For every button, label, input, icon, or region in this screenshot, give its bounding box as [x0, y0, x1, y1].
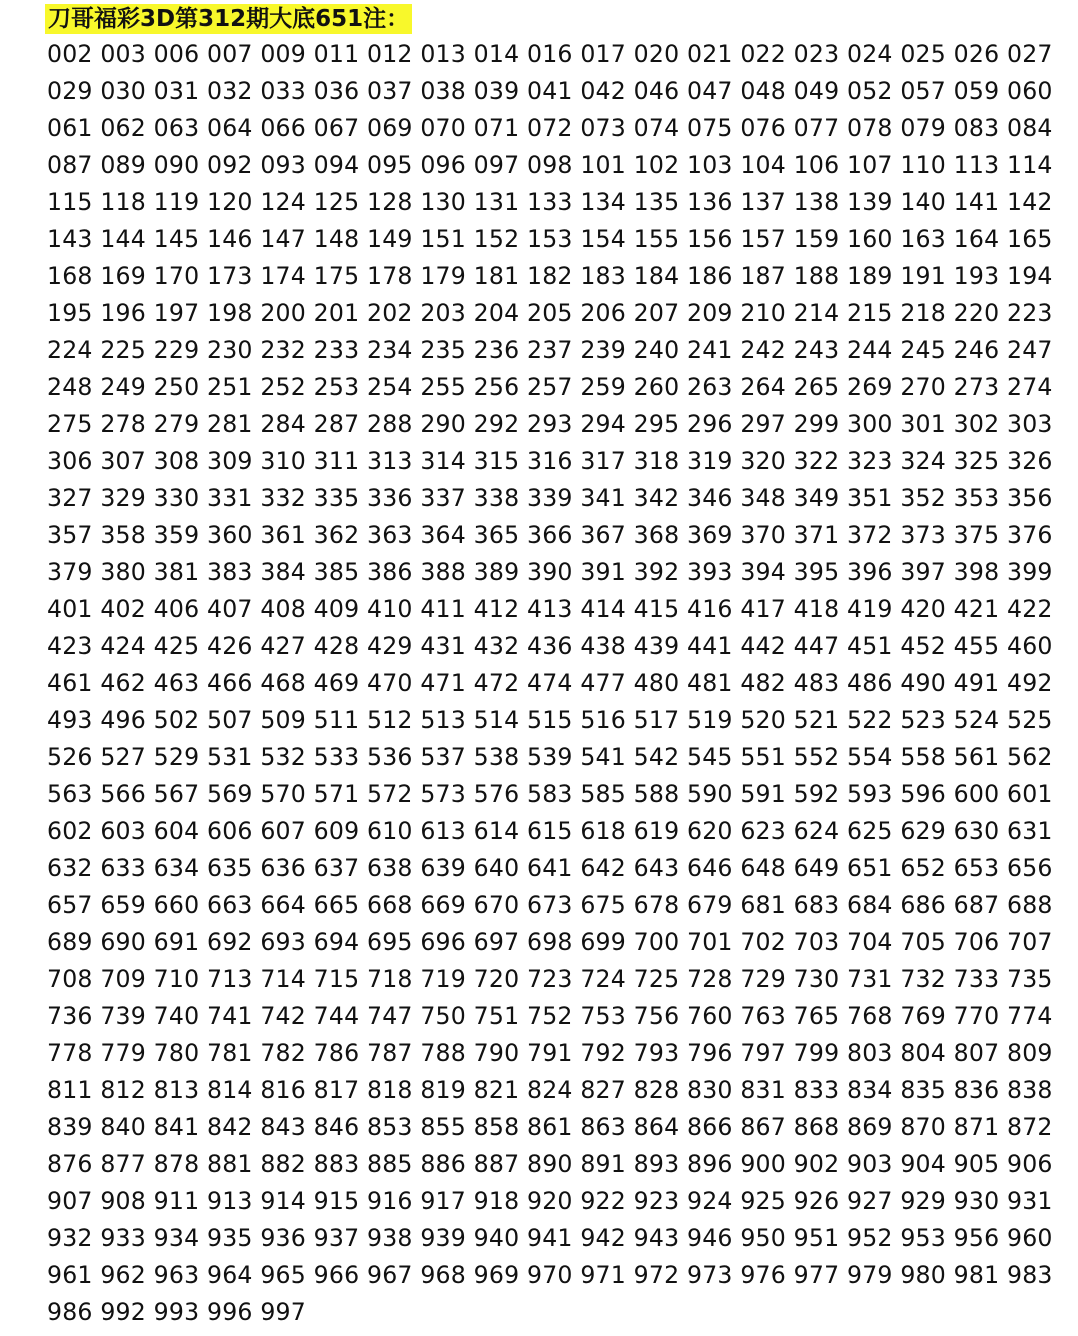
number-row: 461 462 463 466 468 469 470 471 472 474 477 480 481 482 483 486 490 491 492 — [47, 669, 1053, 697]
number-row: 493 496 502 507 509 511 512 513 514 515 516 517 519 520 521 522 523 524 525 — [47, 706, 1053, 734]
number-row: 002 003 006 007 009 011 012 013 014 016 017 020 021 022 023 024 025 026 027 — [47, 40, 1053, 68]
document-title: 刀哥福彩3D第312期大底651注： — [45, 4, 412, 34]
number-row: 224 225 229 230 232 233 234 235 236 237 239 240 241 242 243 244 245 246 247 — [47, 336, 1053, 364]
number-row: 736 739 740 741 742 744 747 750 751 752 753 756 760 763 765 768 769 770 774 — [47, 1002, 1053, 1030]
number-row: 657 659 660 663 664 665 668 669 670 673 675 678 679 681 683 684 686 687 688 — [47, 891, 1053, 919]
number-row: 115 118 119 120 124 125 128 130 131 133 134 135 136 137 138 139 140 141 142 — [47, 188, 1053, 216]
number-row: 327 329 330 331 332 335 336 337 338 339 341 342 346 348 349 351 352 353 356 — [47, 484, 1053, 512]
number-row: 401 402 406 407 408 409 410 411 412 413 414 415 416 417 418 419 420 421 422 — [47, 595, 1053, 623]
number-row: 143 144 145 146 147 148 149 151 152 153 154 155 156 157 159 160 163 164 165 — [47, 225, 1053, 253]
number-row: 248 249 250 251 252 253 254 255 256 257 259 260 263 264 265 269 270 273 274 — [47, 373, 1053, 401]
number-list — [47, 36, 1053, 1331]
number-row: 986 992 993 996 997 — [47, 1298, 306, 1326]
number-row: 423 424 425 426 427 428 429 431 432 436 438 439 441 442 447 451 452 455 460 — [47, 632, 1053, 660]
number-row: 379 380 381 383 384 385 386 388 389 390 391 392 393 394 395 396 397 398 399 — [47, 558, 1053, 586]
number-row: 708 709 710 713 714 715 718 719 720 723 724 725 728 729 730 731 732 733 735 — [47, 965, 1053, 993]
number-row: 563 566 567 569 570 571 572 573 576 583 585 588 590 591 592 593 596 600 601 — [47, 780, 1053, 808]
number-row: 632 633 634 635 636 637 638 639 640 641 642 643 646 648 649 651 652 653 656 — [47, 854, 1053, 882]
number-row: 306 307 308 309 310 311 313 314 315 316 317 318 319 320 322 323 324 325 326 — [47, 447, 1053, 475]
number-row: 811 812 813 814 816 817 818 819 821 824 827 828 830 831 833 834 835 836 838 — [47, 1076, 1053, 1104]
number-row: 602 603 604 606 607 609 610 613 614 615 618 619 620 623 624 625 629 630 631 — [47, 817, 1053, 845]
number-row: 087 089 090 092 093 094 095 096 097 098 101 102 103 104 106 107 110 113 114 — [47, 151, 1053, 179]
number-row: 839 840 841 842 843 846 853 855 858 861 863 864 866 867 868 869 870 871 872 — [47, 1113, 1053, 1141]
number-row: 168 169 170 173 174 175 178 179 181 182 183 184 186 187 188 189 191 193 194 — [47, 262, 1053, 290]
number-row: 061 062 063 064 066 067 069 070 071 072 073 074 075 076 077 078 079 083 084 — [47, 114, 1053, 142]
number-row: 961 962 963 964 965 966 967 968 969 970 971 972 973 976 977 979 980 981 983 — [47, 1261, 1053, 1289]
number-row: 876 877 878 881 882 883 885 886 887 890 891 893 896 900 902 903 904 905 906 — [47, 1150, 1053, 1178]
number-row: 778 779 780 781 782 786 787 788 790 791 792 793 796 797 799 803 804 807 809 — [47, 1039, 1053, 1067]
number-row: 195 196 197 198 200 201 202 203 204 205 206 207 209 210 214 215 218 220 223 — [47, 299, 1053, 327]
number-row: 689 690 691 692 693 694 695 696 697 698 699 700 701 702 703 704 705 706 707 — [47, 928, 1053, 956]
number-row: 526 527 529 531 532 533 536 537 538 539 541 542 545 551 552 554 558 561 562 — [47, 743, 1053, 771]
number-row: 275 278 279 281 284 287 288 290 292 293 294 295 296 297 299 300 301 302 303 — [47, 410, 1053, 438]
number-row: 932 933 934 935 936 937 938 939 940 941 942 943 946 950 951 952 953 956 960 — [47, 1224, 1053, 1252]
number-row: 357 358 359 360 361 362 363 364 365 366 367 368 369 370 371 372 373 375 376 — [47, 521, 1053, 549]
number-row: 907 908 911 913 914 915 916 917 918 920 922 923 924 925 926 927 929 930 931 — [47, 1187, 1053, 1215]
number-row: 029 030 031 032 033 036 037 038 039 041 042 046 047 048 049 052 057 059 060 — [47, 77, 1053, 105]
